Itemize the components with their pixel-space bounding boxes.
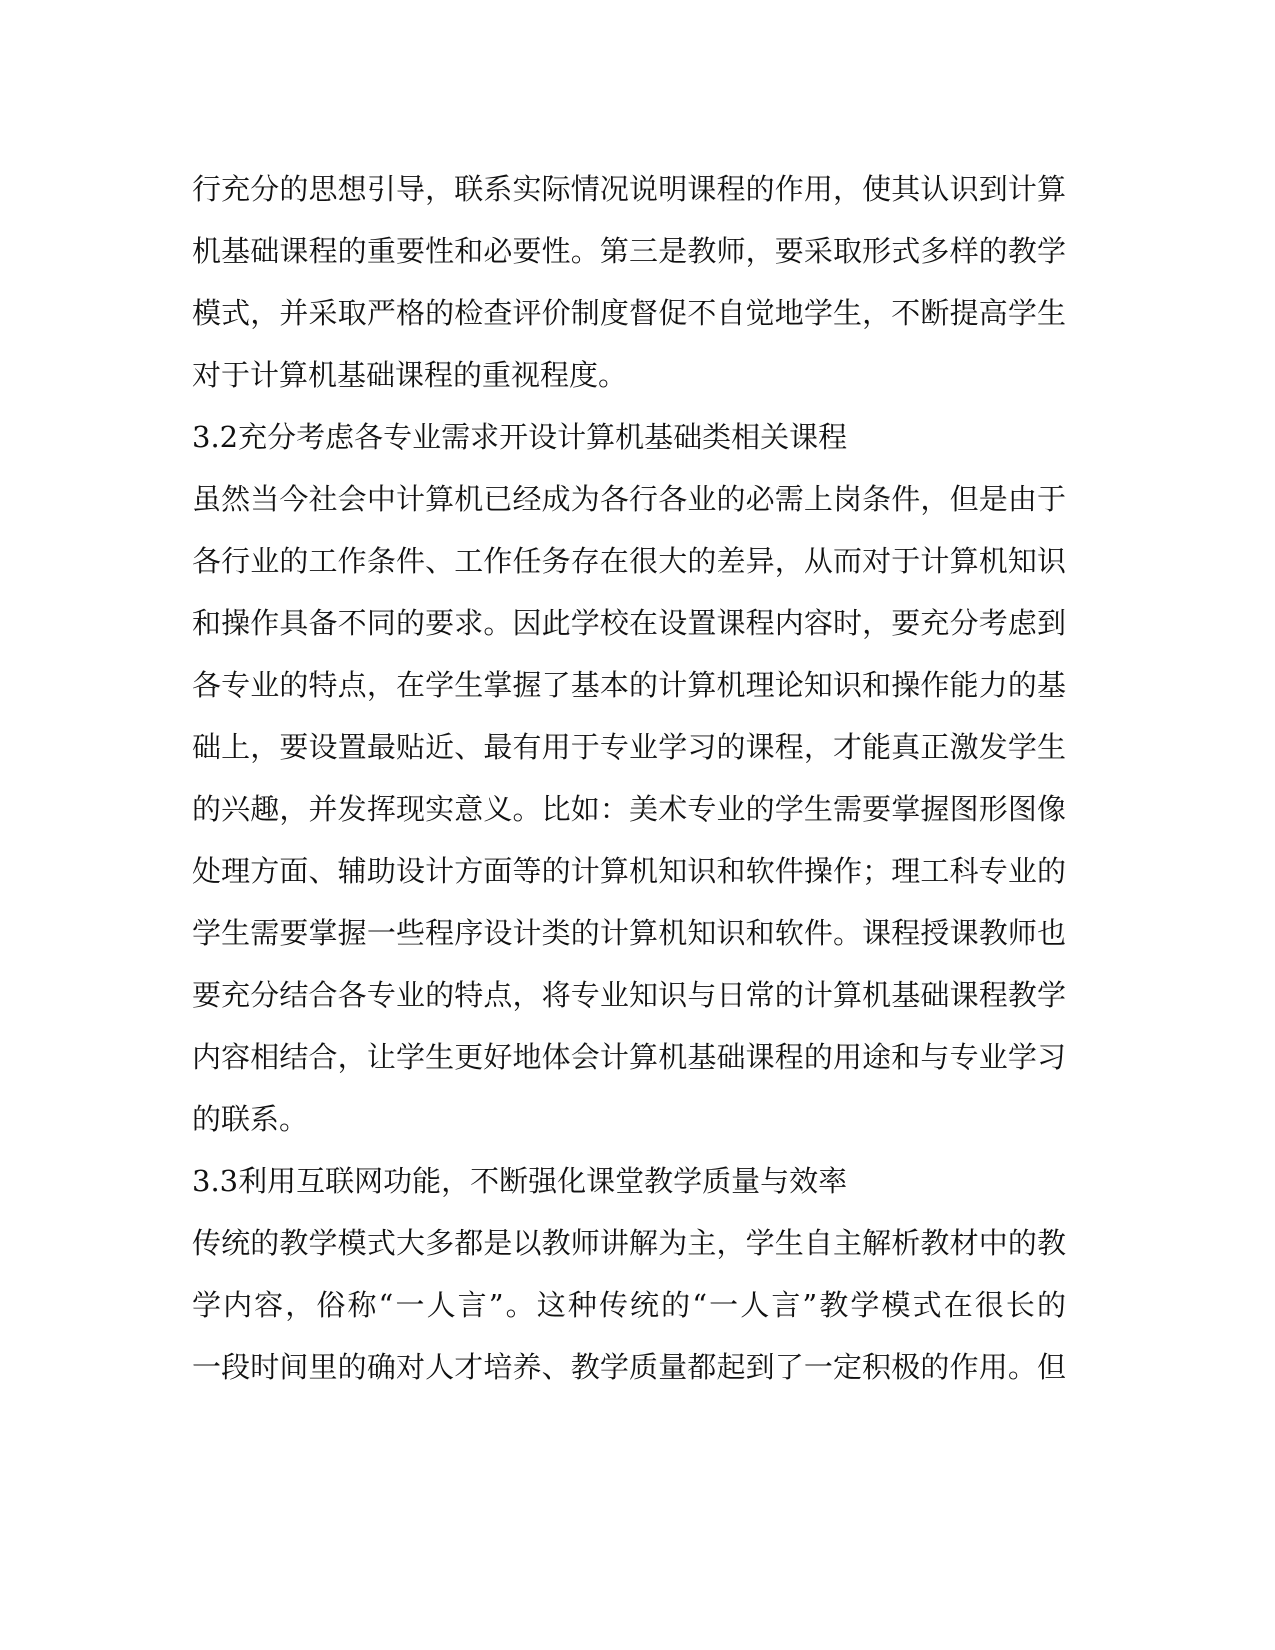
text-line: 各行业的工作条件、工作任务存在很大的差异，从而对于计算机知识	[192, 544, 1066, 578]
text-line: 要充分结合各专业的特点，将专业知识与日常的计算机基础课程教学	[192, 978, 1066, 1012]
text-line: 的兴趣，并发挥现实意义。比如：美术专业的学生需要掌握图形图像	[192, 792, 1066, 826]
text-line: 和操作具备不同的要求。因此学校在设置课程内容时，要充分考虑到	[192, 606, 1066, 640]
section-heading-text: 3.2充分考虑各专业需求开设计算机基础类相关课程	[192, 420, 848, 454]
section-heading	[192, 1150, 1066, 1212]
text-line: 机基础课程的重要性和必要性。第三是教师，要采取形式多样的教学	[192, 234, 1066, 268]
text-line: 行充分的思想引导，联系实际情况说明课程的作用，使其认识到计算	[192, 172, 1066, 206]
text-line: 一段时间里的确对人才培养、教学质量都起到了一定积极的作用。但	[192, 1350, 1066, 1384]
section-heading	[192, 406, 1066, 468]
text-line: 虽然当今社会中计算机已经成为各行各业的必需上岗条件，但是由于	[192, 482, 1066, 516]
text-line: 内容相结合，让学生更好地体会计算机基础课程的用途和与专业学习	[192, 1040, 1066, 1074]
text-line: 传统的教学模式大多都是以教师讲解为主，学生自主解析教材中的教	[192, 1226, 1066, 1260]
text-line: 各专业的特点，在学生掌握了基本的计算机理论知识和操作能力的基	[192, 668, 1066, 702]
text-line: 模式，并采取严格的检查评价制度督促不自觉地学生，不断提高学生	[192, 296, 1066, 330]
paragraph-body	[192, 158, 1066, 406]
text-line: 对于计算机基础课程的重视程度。	[192, 358, 628, 392]
paragraph-body	[192, 468, 1066, 1150]
text-line: 学内容，俗称“一人言”。这种传统的“一人言”教学模式在很长的	[192, 1288, 1066, 1322]
text-line: 础上，要设置最贴近、最有用于专业学习的课程，才能真正激发学生	[192, 730, 1066, 764]
paragraph-body	[192, 1212, 1066, 1398]
section-heading-text: 3.3利用互联网功能，不断强化课堂教学质量与效率	[192, 1164, 848, 1198]
text-line: 的联系。	[192, 1102, 309, 1136]
document-body	[192, 158, 1066, 1398]
text-line: 处理方面、辅助设计方面等的计算机知识和软件操作；理工科专业的	[192, 854, 1066, 888]
text-line: 学生需要掌握一些程序设计类的计算机知识和软件。课程授课教师也	[192, 916, 1066, 950]
